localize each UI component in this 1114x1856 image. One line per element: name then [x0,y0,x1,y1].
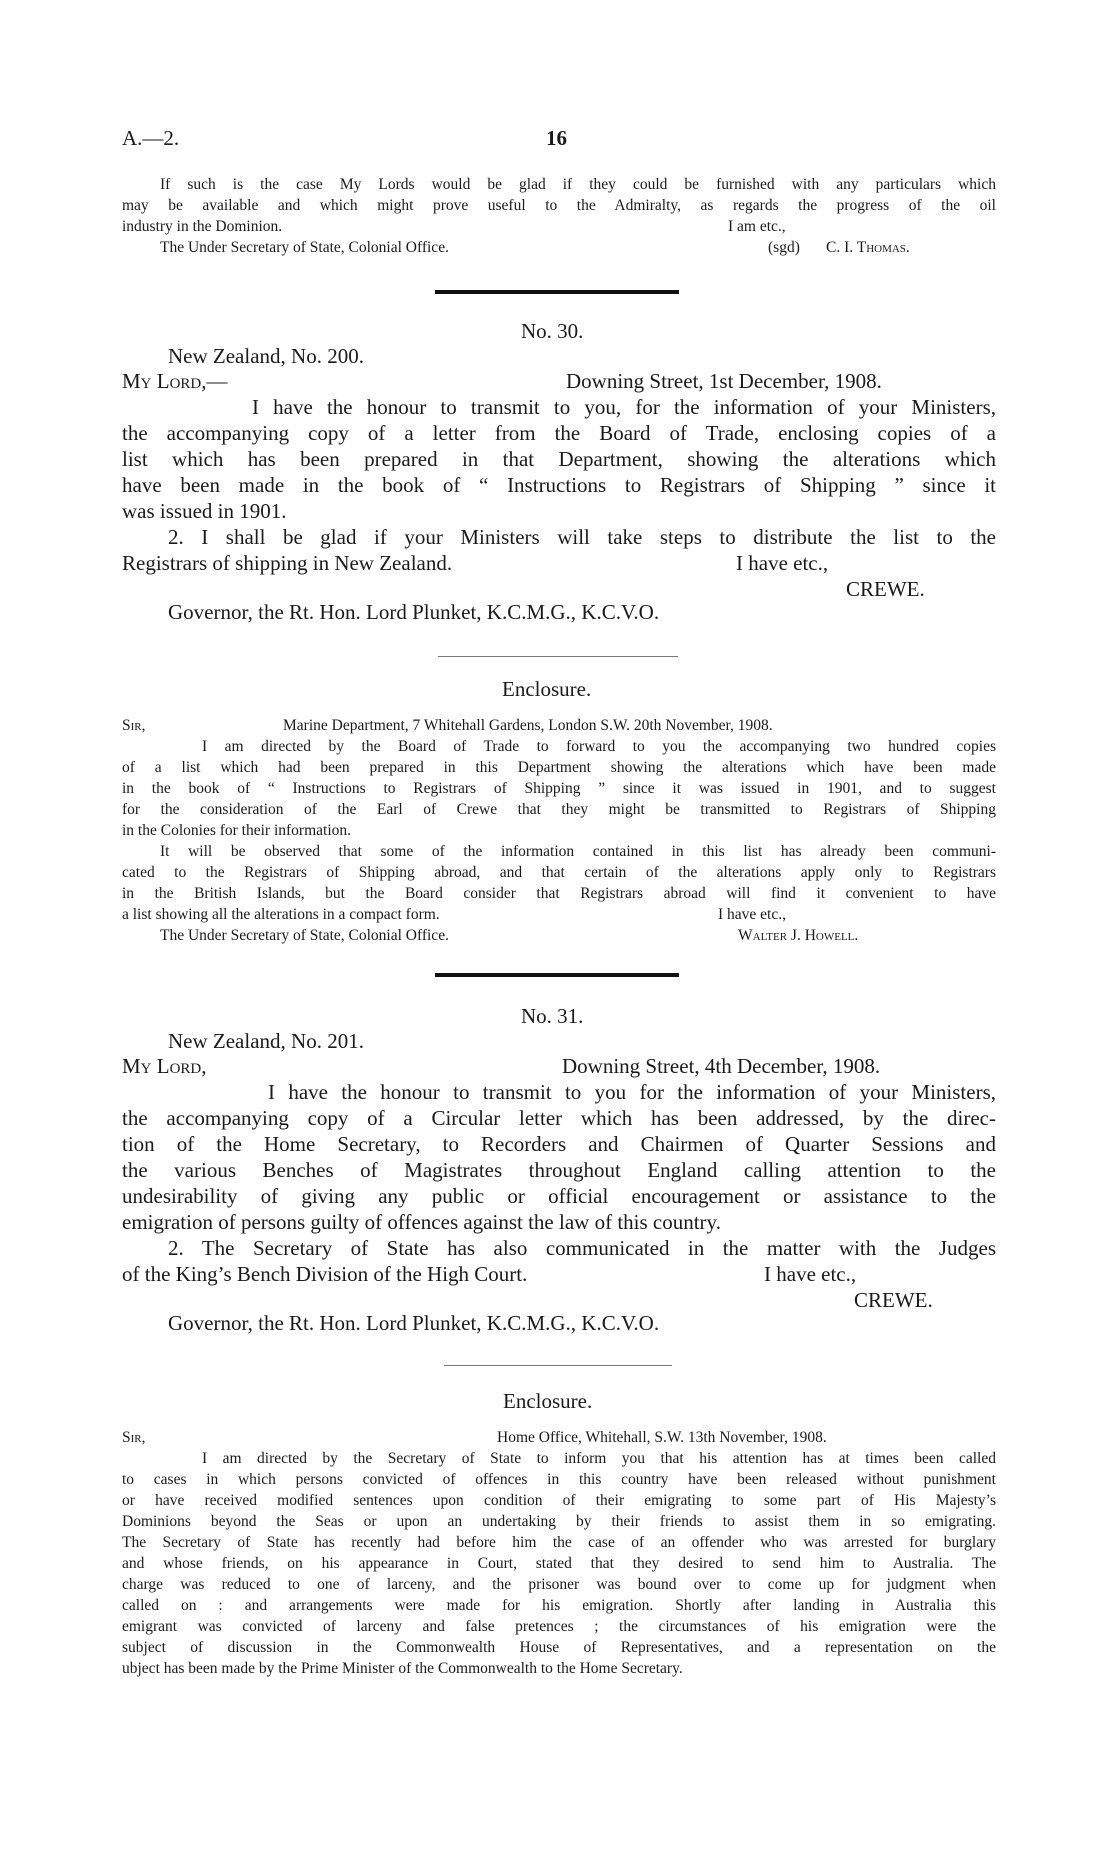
text-line: I am directed by the Board of Trade to forward to you the accompanying two hundred copies [202,738,996,755]
text-line: 2. The Secretary of State has also communicated in the matter with the Judges [168,1236,996,1260]
document-reference: A.—2. [122,126,180,150]
text-line: called on : and arrangements were made for his emigration. Shortly after landing in Australia this [122,1597,996,1614]
signature: CREWE. [846,577,925,601]
signature: CREWE. [854,1288,933,1312]
text-line: the various Benches of Magistrates throughout England calling attention to the [122,1158,996,1182]
text-line: and whose friends, on his appearance in Court, stated that they desired to send him to Australia. The [122,1555,996,1572]
section-divider [435,290,679,294]
text-line: emigration of persons guilty of offences against the law of this country. [122,1210,721,1234]
enclosure-body [122,736,996,946]
text-line: ubject has been made by the Prime Minister of the Commonwealth to the Home Secretary. [122,1660,683,1677]
text-line: undesirability of giving any public or official encouragement or assistance to the [122,1184,996,1208]
text-line: I have the honour to transmit to you for the information of your Ministers, [268,1080,996,1104]
text-line: have been made in the book of “ Instructions to Registrars of Shipping ” since it [122,473,996,497]
text-line: for the consideration of the Earl of Crewe that they might be transmitted to Registrars of Shipping [122,801,996,818]
closing: I am etc., [728,218,786,235]
text-line: 2. I shall be glad if your Ministers will take steps to distribute the list to the [168,525,996,549]
text-line: emigrant was convicted of larceny and false pretences ; the circumstances of his emigration were the [122,1618,996,1635]
page-number: 16 [546,126,567,150]
closing: I have etc., [718,906,786,923]
text-line: charge was reduced to one of larceny, and the prisoner was bound over to come up for judgment when [122,1576,996,1593]
text-line: list which has been prepared in that Department, showing the alterations which [122,447,996,471]
text-line: subject of discussion in the Commonwealth House of Representatives, and a representation on the [122,1639,996,1656]
letter-reference: New Zealand, No. 200. [168,344,364,368]
addressee: Governor, the Rt. Hon. Lord Plunket, K.C.M.G., K.C.V.O. [168,1311,660,1335]
text-line: to cases in which persons convicted of offences in this country have been released without punishment [122,1471,996,1488]
text-line: If such is the case My Lords would be glad if they could be furnished with any particulars which [160,176,996,193]
text-line: in the British Islands, but the Board consider that Registrars abroad will find it convenient to have [122,885,996,902]
letter-body [122,1079,996,1313]
letter-number: No. 31. [521,1004,584,1028]
text-line: a list showing all the alterations in a compact form. [122,906,440,923]
addressee: Governor, the Rt. Hon. Lord Plunket, K.C.M.G., K.C.V.O. [168,600,660,624]
address: Marine Department, 7 Whitehall Gardens, London S.W. 20th November, 1908. [283,717,773,734]
text-line: in the book of “ Instructions to Registrars of Shipping ” since it was issued in 1901, and to suggest [122,780,996,797]
text-line: of the King’s Bench Division of the High Court. [122,1262,528,1286]
addressee: The Under Secretary of State, Colonial Office. [160,927,449,944]
text-line: or have received modified sentences upon condition of their emigrating to some part of His Majesty’s [122,1492,996,1509]
text-line: industry in the Dominion. [122,218,283,235]
top-letter [122,174,996,258]
text-line: Registrars of shipping in New Zealand. [122,551,453,575]
section-divider [444,1365,672,1366]
text-line: I am directed by the Secretary of State to inform you that his attention has at times been called [202,1450,996,1467]
text-line: tion of the Home Secretary, to Recorders and Chairmen of Quarter Sessions and [122,1132,996,1156]
text-line: It will be observed that some of the information contained in this list has already been communi- [160,843,996,860]
text-line: the accompanying copy of a letter from the Board of Trade, enclosing copies of a [122,421,996,445]
address: Home Office, Whitehall, S.W. 13th November, 1908. [497,1429,827,1446]
signature: Walter J. Howell. [738,927,859,944]
salutation: Sir, [122,717,146,734]
enclosure-title: Enclosure. [502,677,592,701]
closing: I have etc., [736,551,829,575]
salutation: My Lord, [122,1054,207,1078]
text-line: Dominions beyond the Seas or upon an undertaking by their friends to assist them in so emigrating. [122,1513,996,1530]
letter-reference: New Zealand, No. 201. [168,1029,364,1053]
enclosure-body [122,1448,996,1679]
enclosure-title: Enclosure. [503,1389,593,1413]
text-line: in the Colonies for their information. [122,822,352,839]
text-line: I have the honour to transmit to you, for the information of your Ministers, [252,395,996,419]
text-line: The Secretary of State has recently had before him the case of an offender who was arrested for burglary [122,1534,996,1551]
letter-number: No. 30. [521,319,584,343]
text-line: cated to the Registrars of Shipping abroad, and that certain of the alterations apply only to Registrars [122,864,996,881]
salutation: Sir, [122,1429,146,1446]
section-divider [435,973,679,977]
salutation: My Lord,— [122,369,228,393]
section-divider [438,656,678,657]
place-date: Downing Street, 4th December, 1908. [562,1054,881,1078]
signature-prefix: (sgd) [768,239,800,256]
letter-body [122,394,996,602]
addressee: The Under Secretary of State, Colonial Office. [160,239,449,256]
text-line: was issued in 1901. [122,499,287,523]
text-line: the accompanying copy of a Circular letter which has been addressed, by the direc- [122,1106,996,1130]
closing: I have etc., [764,1262,857,1286]
place-date: Downing Street, 1st December, 1908. [566,369,882,393]
text-line: may be available and which might prove useful to the Admiralty, as regards the progress of the oil [122,197,996,214]
signature: C. I. Thomas. [826,239,910,256]
text-line: of a list which had been prepared in this Department showing the alterations which have been made [122,759,996,776]
